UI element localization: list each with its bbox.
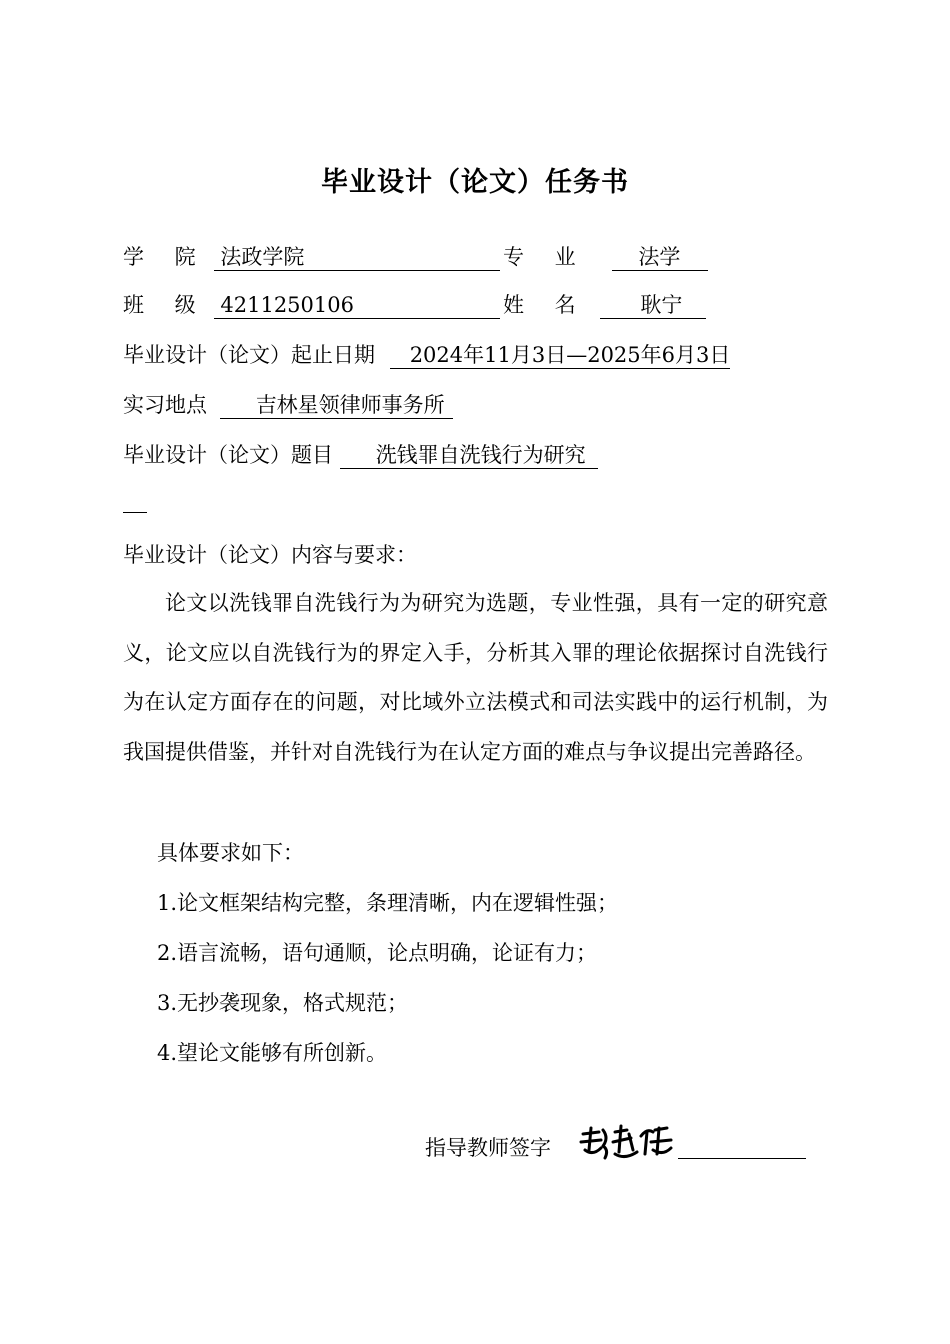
major-value: 法学 — [612, 244, 708, 271]
signature-underline — [678, 1158, 806, 1159]
topic-value: 洗钱罪自洗钱行为研究 — [340, 442, 598, 469]
divider-dash — [123, 512, 147, 513]
class-row — [123, 290, 500, 320]
school-label: 学 院 — [123, 245, 208, 269]
content-paragraph: 论文以洗钱罪自洗钱行为为研究为选题，专业性强，具有一定的研究意义，论文应以自洗钱行为的界定入手，分析其入罪的理论依据探讨自洗钱行为在认定方面存在的问题，对比域外立法模式和司法实践中的运行机制，为我国提供借鉴，并针对自洗钱行为在认定方面的难点与争议提出完善路径。 — [123, 591, 828, 764]
signature-label: 指导教师签字 — [425, 1136, 551, 1160]
major-row — [503, 242, 708, 272]
school-value: 法政学院 — [214, 244, 500, 271]
requirement-item: 2.语言流畅，语句通顺，论点明确，论证有力； — [157, 941, 598, 965]
name-label: 姓 名 — [503, 293, 588, 317]
location-label: 实习地点 — [123, 393, 207, 417]
school-row — [123, 242, 500, 272]
content-heading: 毕业设计（论文）内容与要求： — [123, 543, 417, 567]
requirement-item: 4.望论文能够有所创新。 — [157, 1041, 388, 1065]
period-value: 2024年11月3日—2025年6月3日 — [390, 342, 731, 369]
period-row — [123, 340, 730, 370]
period-label: 毕业设计（论文）起止日期 — [123, 343, 375, 367]
major-label: 专 业 — [503, 245, 588, 269]
topic-row — [123, 440, 598, 470]
name-value: 耿宁 — [600, 292, 706, 319]
handwritten-signature — [575, 1120, 675, 1170]
topic-label: 毕业设计（论文）题目 — [123, 443, 333, 467]
location-value: 吉林星领律师事务所 — [220, 392, 453, 419]
requirement-item: 3.无抄袭现象，格式规范； — [157, 991, 409, 1015]
requirement-item: 1.论文框架结构完整，条理清晰，内在逻辑性强； — [157, 891, 619, 915]
location-row — [123, 390, 453, 420]
requirements-heading: 具体要求如下： — [157, 841, 304, 865]
class-value: 4211250106 — [214, 292, 500, 319]
document-title: 毕业设计（论文）任务书 — [321, 167, 629, 198]
class-label: 班 级 — [123, 293, 208, 317]
name-row — [503, 290, 706, 320]
